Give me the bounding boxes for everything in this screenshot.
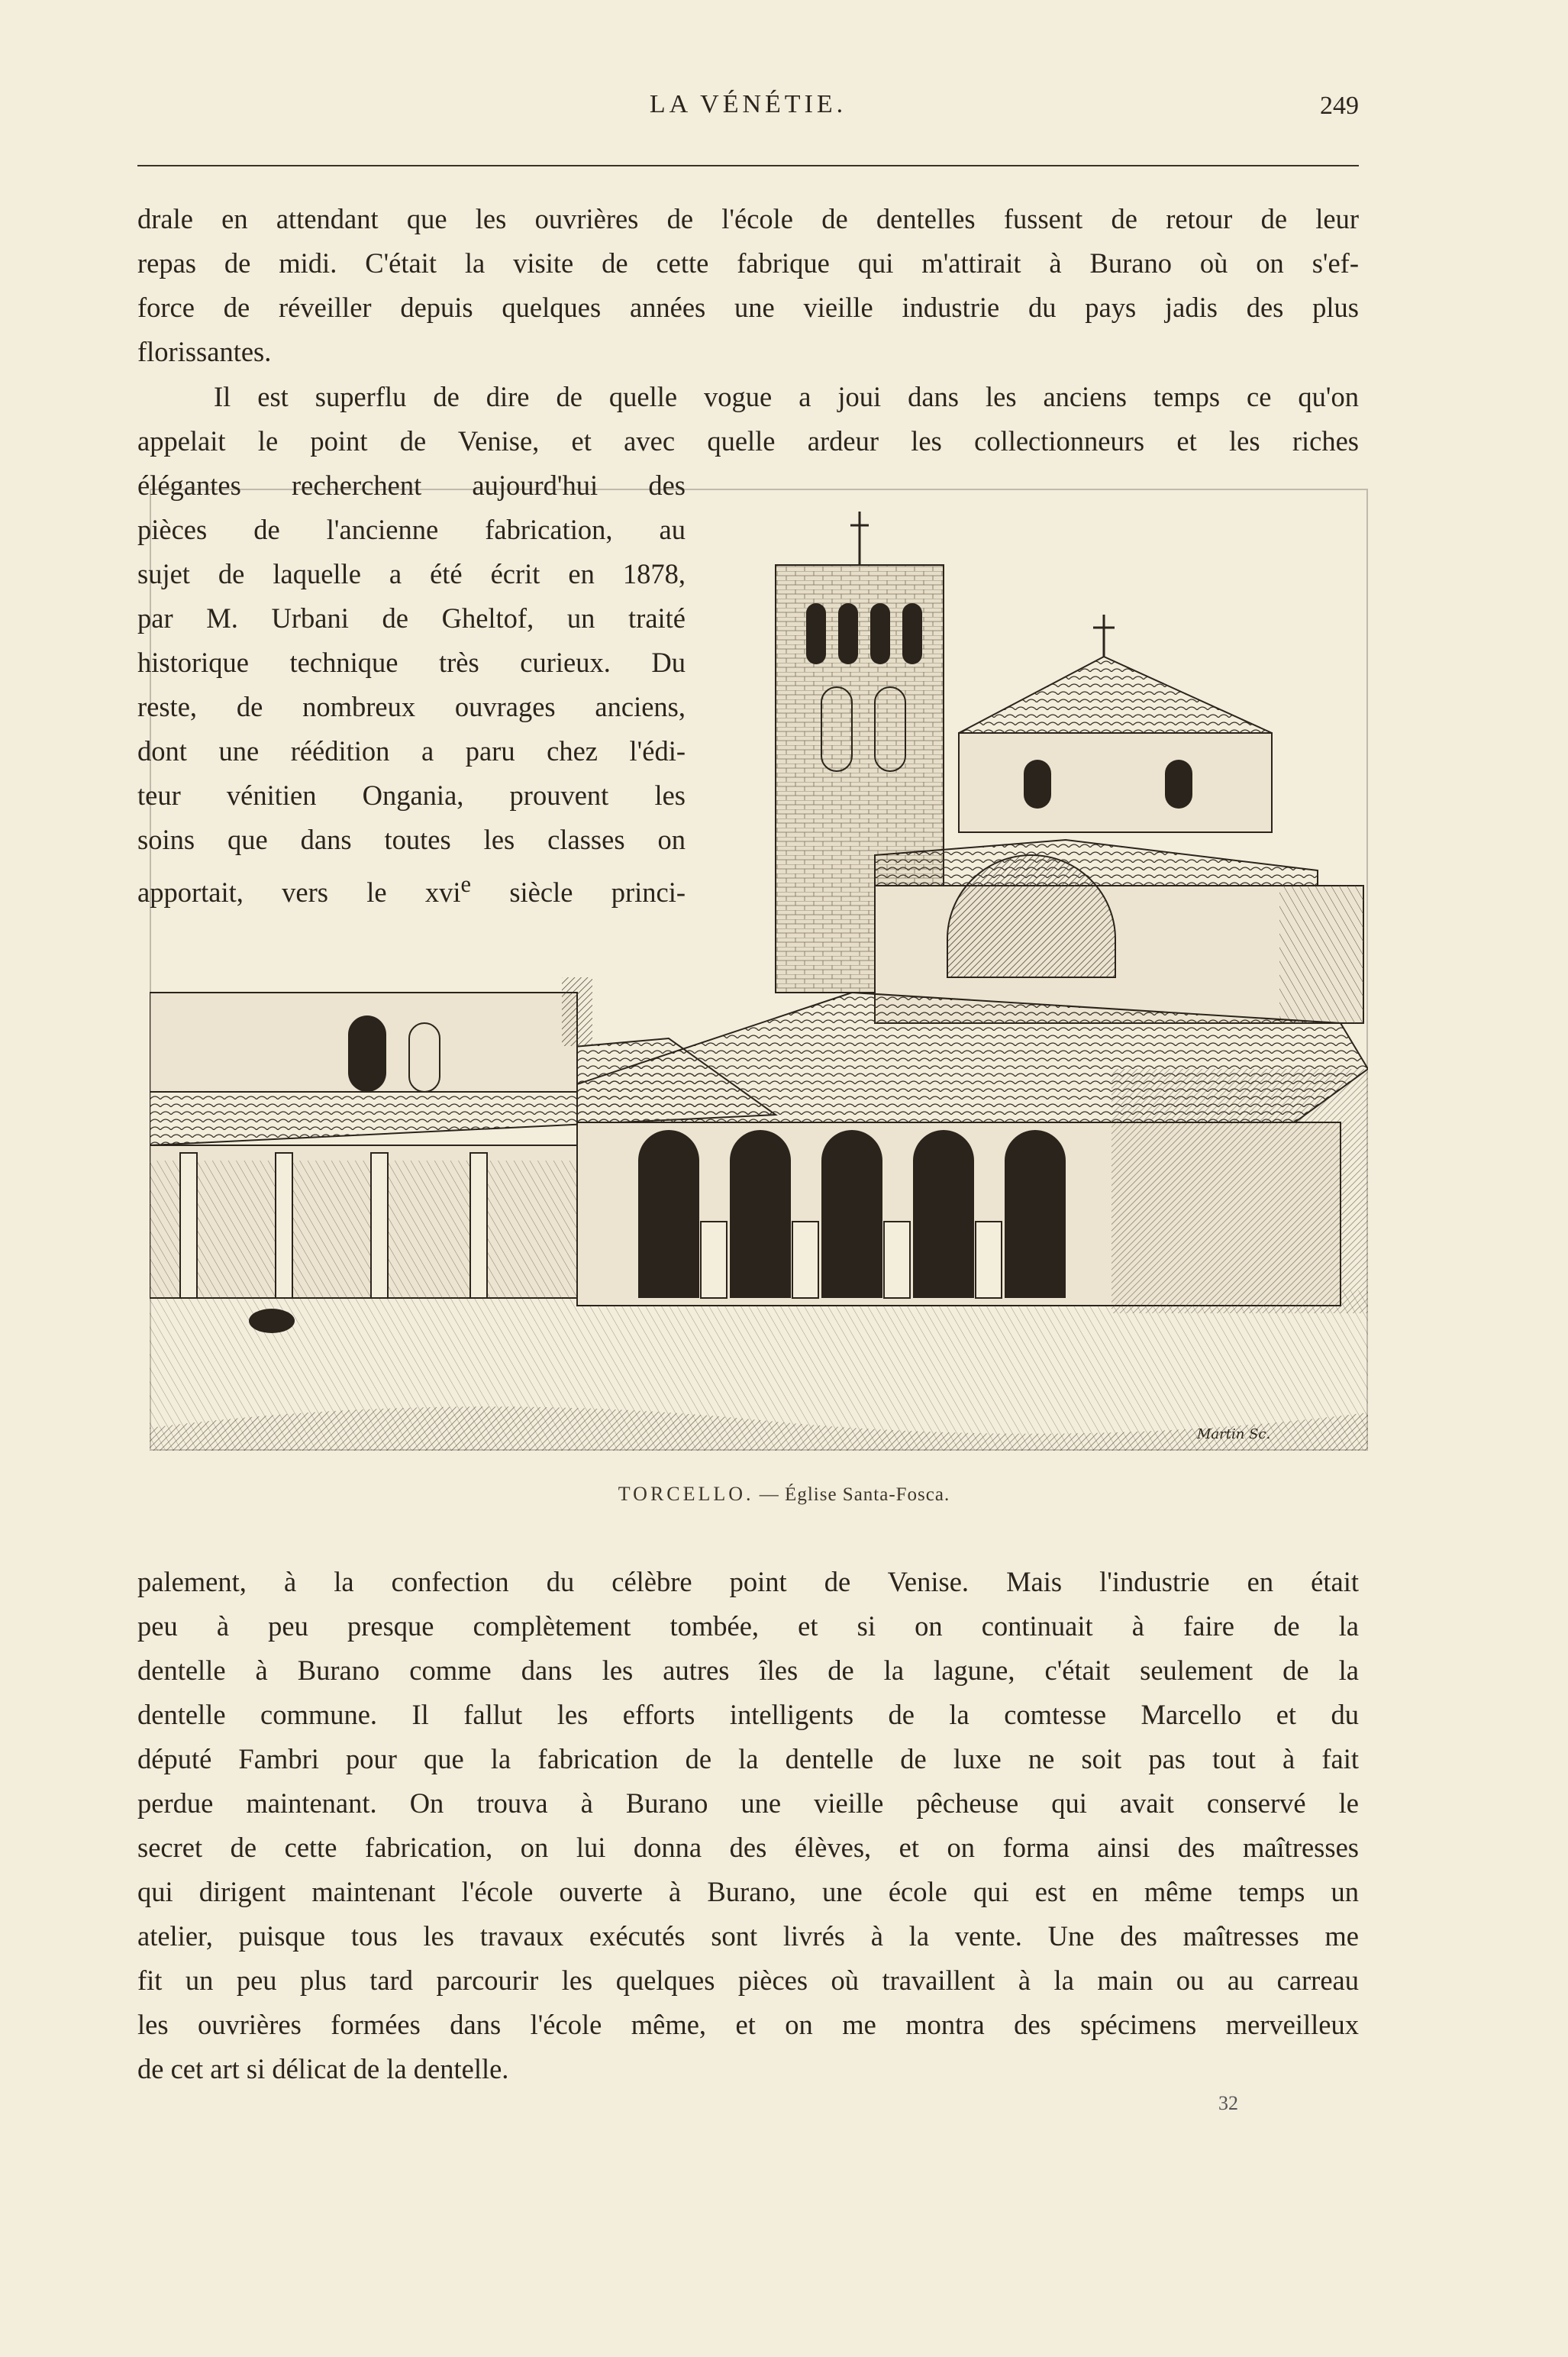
text-line: atelier, puisque tous les travaux exécutés sont livrés à la vente. Une des maîtresses me [137,1920,1359,1952]
text-line: apportait, vers le xvi$^e$ siècle princi- [137,871,686,909]
text-line: repas de midi. C'était la visite de cette fabrique qui m'attirait à Burano où on s'ef- [137,247,1359,279]
text-line: reste, de nombreux ouvrages anciens, [137,691,686,722]
running-title: LA VÉNÉTIE. [649,90,847,118]
text-line: palement, à la confection du célèbre point de Venise. Mais l'industrie en était [137,1566,1359,1597]
text-line: secret de cette fabrication, on lui donna des élèves, et on forma ainsi des maîtresses [137,1832,1359,1863]
artist-signature: Martin Sc. [1197,1426,1271,1442]
caption-text: Église Santa-Fosca. [785,1484,950,1505]
text-line: député Fambri pour que la fabrication de la dentelle de luxe ne soit pas tout à fait [137,1743,1359,1774]
caption-place: TORCELLO. [618,1483,754,1505]
page-header [137,90,1359,136]
caption-dash: — [759,1484,779,1505]
folio-signature: 32 [1218,2092,1238,2114]
text-line: fit un peu plus tard parcourir les quelques pièces où travaillent à la main ou au carreau [137,1965,1359,1996]
paragraph-2-full [137,375,1359,463]
text-line: pièces de l'ancienne fabrication, au [137,514,686,545]
text-line: perdue maintenant. On trouva à Burano une vieille pêcheuse qui avait conservé le [137,1787,1359,1819]
text-line: dont une réédition a paru chez l'édi- [137,735,686,767]
text-line: les ouvrières formées dans l'école même, et on me montra des spécimens merveilleux [137,2009,1359,2040]
text-line: teur vénitien Ongania, prouvent les [137,780,686,811]
text-line: qui dirigent maintenant l'école ouverte à Burano, une école qui est en même temps un [137,1876,1359,1907]
page-number: 249 [1320,92,1359,120]
engraving-drawing [150,489,1368,1451]
figure-caption [0,1483,1568,1506]
text-line: par M. Urbani de Gheltof, un traité [137,602,686,634]
header-rule [137,165,1359,166]
text-line: drale en attendant que les ouvrières de l'école de dentelles fussent de retour de leur [137,203,1359,234]
paragraph-1 [137,197,1359,374]
text-line: florissantes. [137,336,272,367]
text-line: peu à peu presque complètement tombée, et si on continuait à faire de la [137,1610,1359,1642]
text-line: Il est superflu de dire de quelle vogue a joui dans les anciens temps ce qu'on [214,381,1359,412]
text-line: sujet de laquelle a été écrit en 1878, [137,558,686,589]
text-line: appelait le point de Venise, et avec quelle ardeur les collectionneurs et les riches [137,425,1359,457]
text-line: élégantes recherchent aujourd'hui des [137,470,686,501]
text-line: dentelle commune. Il fallut les efforts intelligents de la comtesse Marcello et du [137,1699,1359,1730]
paragraph-3 [137,1560,1359,2091]
text-line: soins que dans toutes les classes on [137,824,686,855]
text-line: force de réveiller depuis quelques années une vieille industrie du pays jadis des plus [137,292,1359,323]
text-line: de cet art si délicat de la dentelle. [137,2053,509,2084]
text-line: historique technique très curieux. Du [137,647,686,678]
text-line: dentelle à Burano comme dans les autres îles de la lagune, c'était seulement de la [137,1655,1359,1686]
illustration-santa-fosca [150,489,1368,1451]
